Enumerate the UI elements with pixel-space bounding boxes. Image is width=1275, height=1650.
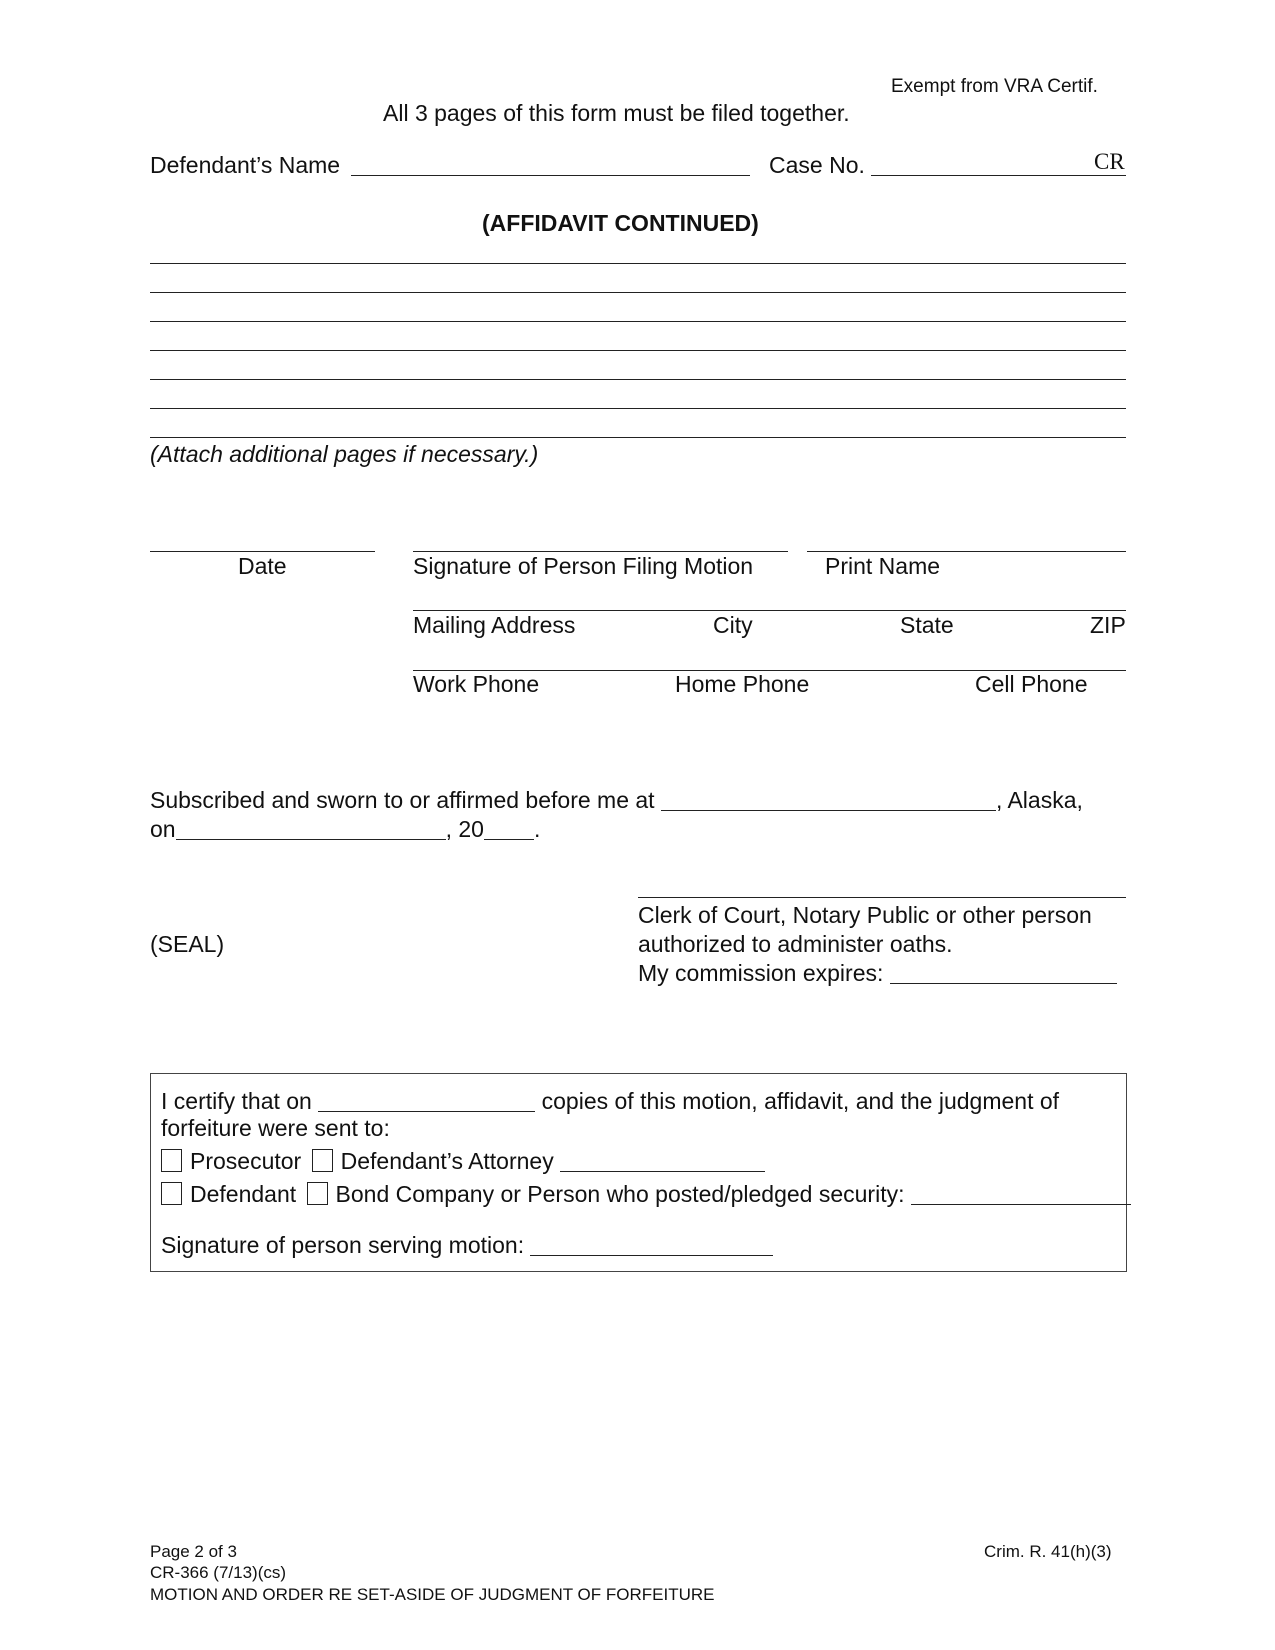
clerk-text-2: authorized to administer oaths.	[638, 931, 953, 957]
defendants-attorney-label: Defendant’s Attorney	[340, 1148, 554, 1174]
defendant-name-field[interactable]	[351, 175, 750, 176]
bond-company-label: Bond Company or Person who posted/pledged security:	[335, 1181, 905, 1207]
address-field[interactable]	[413, 610, 1126, 611]
affidavit-line[interactable]	[150, 350, 1126, 351]
cert-date-field[interactable]	[318, 1091, 535, 1112]
zip-label: ZIP	[1090, 612, 1126, 638]
jurat-text: Subscribed and sworn to or affirmed before me at	[150, 787, 655, 813]
server-signature-field[interactable]	[530, 1235, 773, 1256]
print-name-field[interactable]	[807, 551, 1126, 552]
affidavit-line[interactable]	[150, 292, 1126, 293]
clerk-signature-field[interactable]	[638, 897, 1126, 898]
exempt-note: Exempt from VRA Certif.	[891, 76, 1098, 97]
jurat-date-field[interactable]	[176, 819, 446, 840]
cert-line-1	[161, 1090, 1059, 1113]
affidavit-line[interactable]	[150, 437, 1126, 438]
cert-row-2	[161, 1182, 1131, 1206]
defendants-attorney-checkbox[interactable]	[312, 1149, 333, 1172]
date-field[interactable]	[150, 551, 375, 552]
jurat-year-field[interactable]	[484, 819, 534, 840]
cert-text: I certify that on	[161, 1088, 312, 1114]
bond-company-checkbox[interactable]	[307, 1182, 328, 1205]
commission-field[interactable]	[890, 963, 1117, 984]
jurat-alaska: , Alaska,	[995, 787, 1083, 813]
defendant-checkbox[interactable]	[161, 1182, 182, 1205]
commission-line	[638, 962, 1117, 985]
cert-signature-line	[161, 1234, 773, 1257]
jurat-period: .	[533, 816, 541, 842]
print-name-label: Print Name	[825, 553, 941, 579]
signature-label: Signature of Person Filing Motion	[413, 553, 754, 579]
work-phone-label: Work Phone	[413, 671, 540, 697]
certificate-of-service	[150, 1073, 1127, 1272]
seal-label: (SEAL)	[150, 931, 225, 957]
form-id: CR-366 (7/13)(cs)	[150, 1563, 287, 1582]
jurat-on: on	[150, 816, 176, 842]
rule-reference: Crim. R. 41(h)(3)	[984, 1542, 1112, 1561]
bond-company-field[interactable]	[911, 1184, 1131, 1205]
mailing-address-label: Mailing Address	[413, 612, 576, 638]
clerk-text-1: Clerk of Court, Notary Public or other person	[638, 902, 1092, 928]
home-phone-label: Home Phone	[675, 671, 810, 697]
prosecutor-checkbox[interactable]	[161, 1149, 182, 1172]
affidavit-line[interactable]	[150, 263, 1126, 264]
signature-field[interactable]	[413, 551, 788, 552]
case-no-field[interactable]	[871, 175, 1126, 176]
attorney-name-field[interactable]	[560, 1151, 765, 1172]
page-number: Page 2 of 3	[150, 1542, 237, 1561]
jurat-line-2	[150, 818, 540, 841]
filing-notice: All 3 pages of this form must be filed together.	[383, 100, 850, 126]
jurat-line-1	[150, 789, 1083, 812]
commission-label: My commission expires:	[638, 960, 884, 986]
location-field[interactable]	[661, 790, 996, 811]
affidavit-line[interactable]	[150, 379, 1126, 380]
attach-note: (Attach additional pages if necessary.)	[150, 441, 539, 467]
case-prefix: CR	[1094, 149, 1125, 174]
cert-text-2: copies of this motion, affidavit, and the judgment of	[541, 1088, 1060, 1114]
cert-line-2: forfeiture were sent to:	[161, 1115, 390, 1141]
city-label: City	[713, 612, 753, 638]
cert-row-1	[161, 1149, 765, 1173]
cell-phone-label: Cell Phone	[975, 671, 1088, 697]
defendant-label: Defendant	[190, 1181, 297, 1207]
defendant-name-label: Defendant’s Name	[150, 152, 341, 178]
prosecutor-label: Prosecutor	[190, 1148, 302, 1174]
server-signature-label: Signature of person serving motion:	[161, 1232, 525, 1258]
case-no-label: Case No.	[769, 152, 865, 178]
date-label: Date	[238, 553, 287, 579]
state-label: State	[900, 612, 954, 638]
jurat-year-prefix: , 20	[445, 816, 484, 842]
affidavit-line[interactable]	[150, 321, 1126, 322]
affidavit-line[interactable]	[150, 408, 1126, 409]
affidavit-title: (AFFIDAVIT CONTINUED)	[482, 210, 759, 236]
form-title: MOTION AND ORDER RE SET-ASIDE OF JUDGMENT OF FORFEITURE	[150, 1585, 715, 1604]
